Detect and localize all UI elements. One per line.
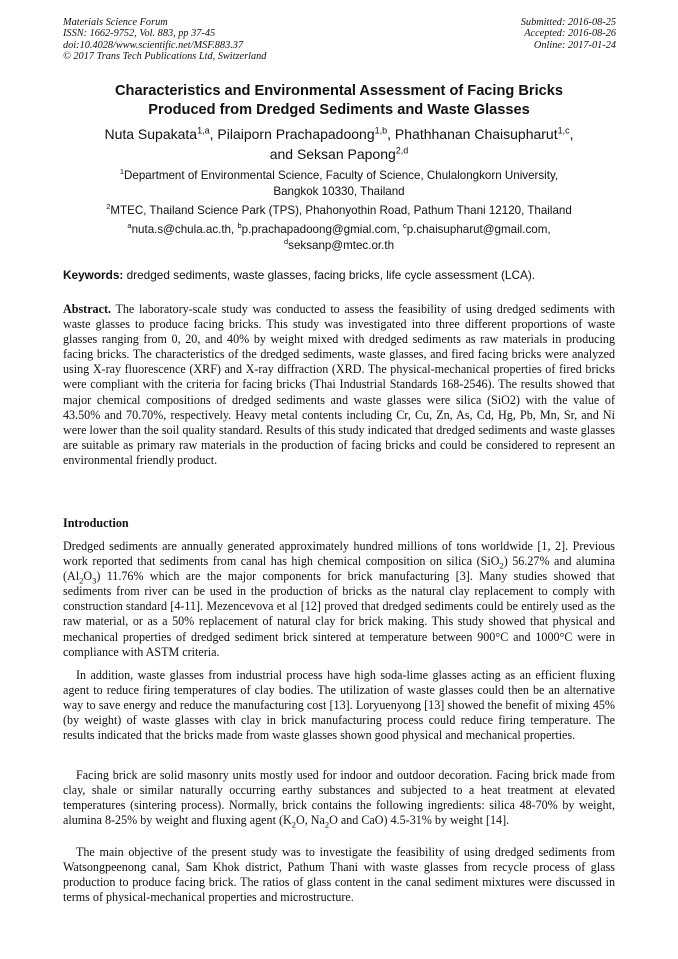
email-link[interactable]: p.chaisupharut@gmail.com,	[406, 223, 551, 236]
title-line-2: Produced from Dredged Sediments and Waste Glasses	[148, 101, 530, 118]
author-affil-mark: 2,d	[395, 145, 409, 156]
subscript: 2	[291, 819, 296, 830]
text-run: O	[83, 569, 93, 584]
affiliation-1	[63, 168, 615, 199]
author-emails	[63, 222, 615, 253]
keywords	[63, 268, 615, 283]
author-affil-mark: 1,c	[557, 125, 570, 136]
keywords-label: Keywords:	[63, 268, 124, 282]
author-conjunction: and	[269, 146, 294, 162]
affiliation-number: 1	[119, 167, 125, 177]
author-affil-mark: 1,a	[197, 125, 210, 136]
email-mark: d	[283, 236, 289, 246]
text-run: Facing brick are solid masonry units mostly used for indoor and outdoor decoration. Facing brick made from clay, shale or similar naturally occurring earthy substances and subjected to a heat treatment at elevated temperatures (sintering process). Normally, brick contains the following ingredients: silica 48-70% by weight, alumina 8-25% by weight and fluxing agent (K	[63, 768, 615, 828]
email-mark: b	[237, 221, 242, 231]
author-affil-mark: 1,b	[374, 125, 388, 136]
issn-line: ISSN: 1662-9752, Vol. 883, pp 37-45	[63, 28, 216, 40]
email-mark: c	[402, 221, 407, 231]
text-run: ) 11.76% which are the major components for brick manufacturing [3]. Many studies showed that sediments from river can be used in the production of bricks as the natural clay replacement to comply with construction standard [4-11]. Mezencevova et al [12] proved that dredged sediments could be entirely used as the raw material, or as a 50% replacement of natural clay for brick making. This study showed that physical and mechanical properties of dredged sediment brick sintered at temperature between 900°C and 1000°C were in compliance with ASTM criteria.	[63, 569, 615, 659]
authors-line-2	[63, 144, 615, 164]
online-date: Online: 2017-01-24	[533, 39, 616, 51]
email-mark: a	[127, 221, 132, 231]
journal-info	[63, 17, 266, 63]
paper-title	[63, 82, 615, 119]
affiliation-number: 2	[106, 202, 111, 212]
abstract-text: The laboratory-scale study was conducted to assess the feasibility of using dredged sediments with waste glasses to produce facing bricks. This study was investigated into three different proportions of waste glasses ranging from 0, 20, and 40% by weight mixed with dredged sediments as raw materials in producing facing bricks. The characteristics of the dredged sediments, waste glasses, and fired facing bricks were analyzed using X-ray fluorescence (XRF) and X-ray diffraction (XRD. The physical-mechanical properties of fired bricks were compliant with the criteria for facing bricks (Thai Industrial Standards 168-2546). The results showed that major chemical compositions of dredged sediments and waste glasses were silica (SiO2) with the value of 43.50% and 70.70%, respectively. Heavy metal contents including Cr, Cu, Zn, As, Cd, Hg, Pb, Mn, Sr, and Ni were lower than the soil quality standard. Results of this study indicated that dredged sediments and waste glasses are suitable as primary raw materials in the production of facing bricks and could be considered to represent an environmental friendly product.	[63, 302, 615, 467]
intro-paragraph-1	[63, 539, 615, 660]
affiliation-text: MTEC, Thailand Science Park (TPS), Phahonyothin Road, Pathum Thani 12120, Thailand	[110, 204, 572, 217]
accepted-date: Accepted: 2016-08-26	[524, 28, 616, 40]
affiliation-2	[63, 203, 615, 219]
submitted-date: Submitted: 2016-08-25	[520, 17, 616, 28]
affiliation-text-continued: Bangkok 10330, Thailand	[273, 184, 405, 198]
subscript: 3	[92, 575, 97, 586]
text-run: O, Na	[295, 813, 325, 828]
author-name: Nuta Supakata	[104, 126, 198, 142]
section-heading: Introduction	[63, 516, 129, 530]
text-run: O and CaO) 4.5-31% by weight [14].	[329, 813, 510, 828]
abstract-label: Abstract.	[63, 302, 112, 316]
intro-paragraph-4: The main objective of the present study was to investigate the feasibility of using dredged sediments from Watsongpeenong canal, Sam Khok district, Pathum Thani with waste glasses from recycle process of glass production to produce facing brick. The ratios of glass content in the canal sediment mixtures were discussed in terms of physical-mechanical properties and microstructure.	[63, 845, 615, 905]
abstract	[63, 302, 615, 468]
subscript: 2	[499, 560, 504, 571]
author-name: Seksan Papong	[296, 146, 396, 162]
authors-line-1: Nuta Supakata$^{1,a}$, Pilaiporn Prachapadoong$^{1,b}$, Phathhanan Chaisupharut$^{1,c}$,	[104, 125, 574, 142]
author-name: Pilaiporn Prachapadoong	[217, 126, 375, 142]
intro-paragraph-3	[63, 768, 615, 828]
submission-dates	[521, 17, 616, 51]
affiliation-text: Department of Environmental Science, Faculty of Science, Chulalongkorn University,	[124, 169, 559, 182]
doi-line: doi:10.4028/www.scientific.net/MSF.883.37	[63, 39, 244, 51]
subscript: 2	[79, 575, 84, 586]
text-run: ) 56.27% and alumina (Al	[63, 554, 615, 584]
text-run: Dredged sediments are annually generated approximately hundred millions of tons worldwide [1, 2]. Previous work reported that sediments from canal has high chemical composition on silica (SiO	[63, 539, 615, 569]
author-name: Phathhanan Chaisupharut	[394, 126, 558, 142]
email-link[interactable]: p.prachapadoong@gmial.com,	[241, 223, 400, 236]
copyright-line: © 2017 Trans Tech Publications Ltd, Switzerland	[63, 51, 267, 63]
journal-name: Materials Science Forum	[63, 17, 168, 28]
email-link[interactable]: seksanp@mtec.or.th	[288, 238, 395, 252]
email-link[interactable]: nuta.s@chula.ac.th,	[131, 223, 235, 236]
intro-paragraph-2: In addition, waste glasses from industrial process have high soda-lime glasses acting as an efficient fluxing agent to reduce firing temperatures of clay bodies. The utilization of waste glasses could then be an alternative way to save energy and reduce the manufacturing cost [13]. Loryuenyong [13] showed the benefit of mixing 45% (by weight) of waste glasses with clay in brick manufacturing process could reduce firing temperature. The results indicated that the bricks made from waste glasses shown good physical and mechanical properties.	[63, 668, 615, 743]
subscript: 2	[324, 819, 330, 830]
title-line-1: Characteristics and Environmental Assessment of Facing Bricks	[115, 83, 563, 99]
keywords-text: dredged sediments, waste glasses, facing bricks, life cycle assessment (LCA).	[126, 268, 536, 282]
author-list	[63, 124, 615, 164]
